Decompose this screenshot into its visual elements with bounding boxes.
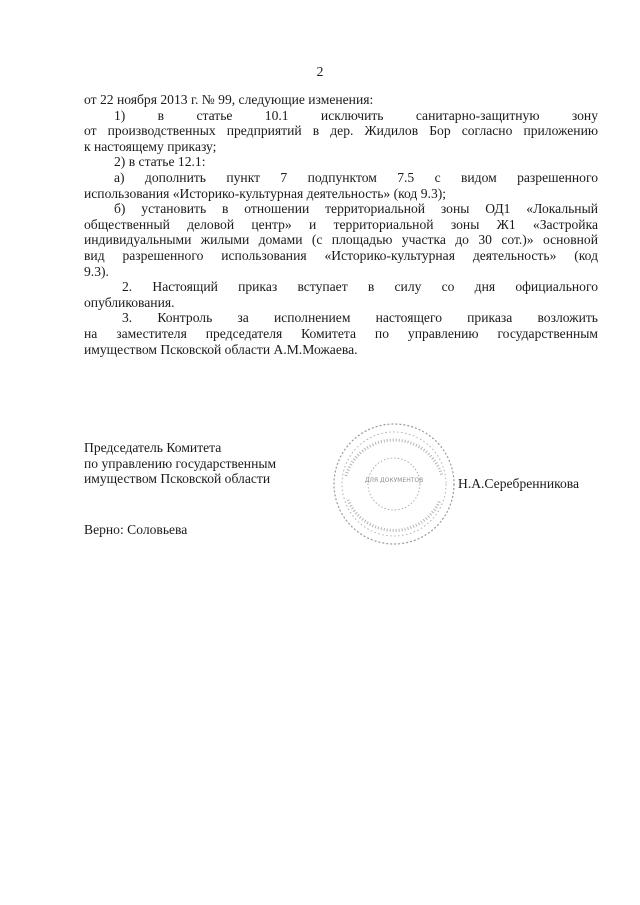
text-line: б) установить в отношении территориальной зоны ОД1 «Локальный: [114, 201, 598, 217]
signer-title-line: Председатель Комитета: [84, 440, 222, 455]
text-line: от производственных предприятий в дер. Жидилов Бор согласно приложению: [84, 123, 598, 139]
seal-center-text: ДЛЯ ДОКУМЕНТОВ: [364, 477, 424, 484]
text-line: на заместителя председателя Комитета по управлению государственным: [84, 325, 598, 341]
text-line: 1) в статье 10.1 исключить санитарно-защитную зону: [114, 107, 598, 123]
signer-title-line: по управлению государственным: [84, 455, 277, 471]
text-line: 2. Настоящий приказ вступает в силу со дня официального: [122, 279, 598, 295]
text-line: опубликования.: [84, 294, 175, 310]
signature-block: [84, 440, 604, 560]
signer-name: Н.А.Серебренникова: [458, 476, 580, 491]
text-line: использования «Историко-культурная деятельность» (код 9.3);: [84, 185, 447, 201]
text-line: 3. Контроль за исполнением настоящего приказа возложить: [122, 310, 598, 326]
text-line: общественный деловой центр» и территориальной зоны Ж1 «Застройка: [84, 216, 598, 232]
text-line: 9.3).: [84, 263, 109, 279]
text-line: имуществом Псковской области А.М.Можаева.: [84, 341, 358, 357]
text-line: а) дополнить пункт 7 подпунктом 7.5 с видом разрешенного: [114, 169, 598, 185]
document-body: [84, 92, 598, 357]
text-line: вид разрешенного использования «Историко-культурная деятельность» (код: [84, 247, 598, 263]
signer-title-line: имуществом Псковской области: [84, 471, 271, 487]
signer-title: [84, 440, 324, 487]
official-seal: [324, 414, 464, 554]
text-line: от 22 ноября 2013 г. № 99, следующие изменения:: [84, 92, 374, 107]
text-line: индивидуальными жилыми домами (с площадью участка до 30 сот.)» основной: [84, 232, 598, 248]
text-line: к настоящему приказу;: [84, 138, 217, 154]
certified-copy-note: Верно: Соловьева: [84, 522, 188, 537]
text-line: 2) в статье 12.1:: [114, 154, 206, 170]
page-number: 2: [316, 64, 324, 79]
